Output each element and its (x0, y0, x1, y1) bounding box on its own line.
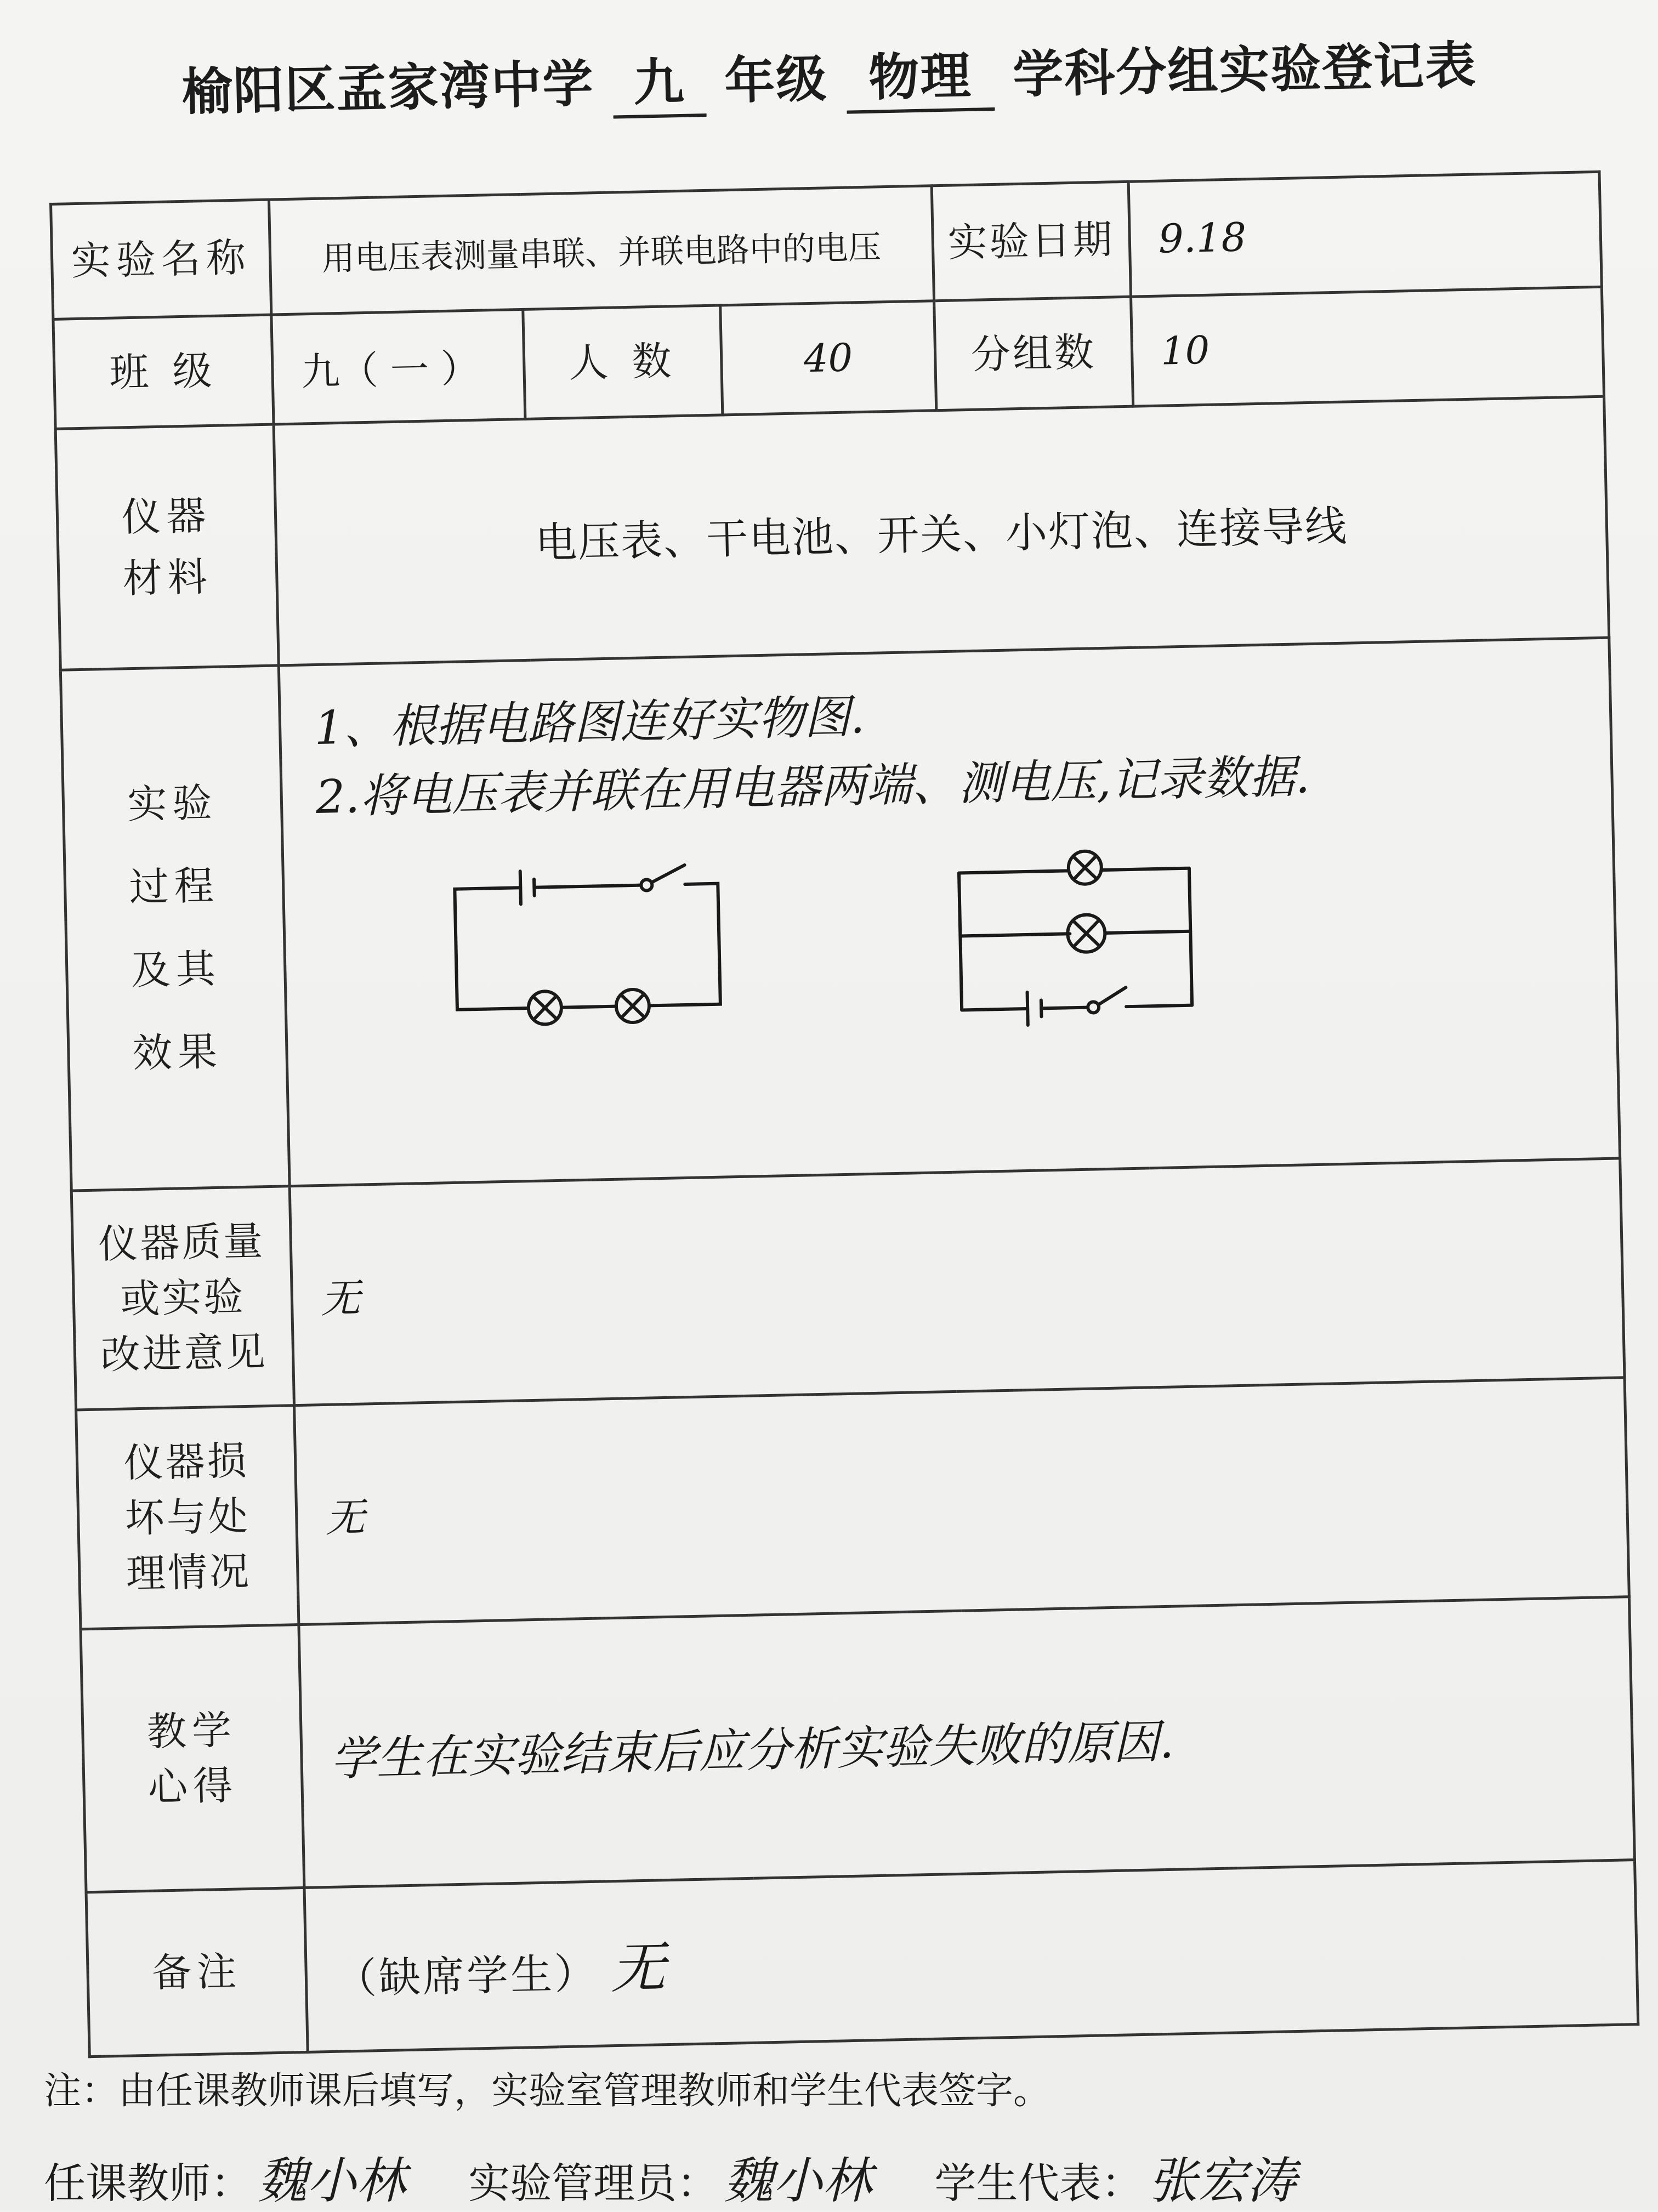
groups-label: 分组数 (934, 297, 1133, 410)
damage-label-line-3: 理情况 (126, 1548, 252, 1597)
row-materials (55, 396, 1609, 670)
parallel-wire-right (1189, 868, 1192, 1005)
count-value: 40 (720, 301, 936, 415)
title-grade-suffix: 年级 (724, 49, 828, 111)
footer-note: 注：由任课教师课后填写，实验室管理教师和学生代表签字。 (44, 2069, 1051, 2113)
quality-value: 无 (289, 1158, 1625, 1406)
process-label-line-4: 效果 (132, 1028, 223, 1076)
series-battery-long-plate (520, 871, 521, 904)
title-grade-blank: 九 (612, 41, 707, 119)
quality-label-line-3: 改进意见 (100, 1328, 268, 1378)
registration-form-table (49, 170, 1639, 2059)
date-value: 9.18 (1128, 172, 1602, 297)
process-step-1: 1、根据电路图连好实物图. (314, 690, 866, 755)
series-circuit-diagram (438, 850, 748, 1032)
remarks-prefix: （缺席学生） (334, 1948, 599, 2003)
quality-label-line-1: 仪器质量 (98, 1218, 266, 1267)
process-label-line-1: 实验 (127, 779, 218, 828)
date-label: 实验日期 (932, 181, 1131, 300)
remarks-value: 无 (610, 1935, 666, 2000)
series-switch-blade (652, 865, 685, 882)
title-suffix: 学科分组实验登记表 (1012, 36, 1478, 105)
series-wire-left (455, 888, 529, 1010)
student-name: 张宏涛 (1148, 2152, 1297, 2210)
teaching-label-line-1: 教学 (146, 1707, 237, 1755)
process-value (279, 638, 1620, 1186)
teaching-label (81, 1625, 304, 1892)
materials-value: 电压表、干电池、开关、小灯泡、连接导线 (274, 396, 1609, 666)
remarks-value-cell (304, 1860, 1638, 2052)
count-label: 人 数 (523, 305, 723, 419)
row-teaching (81, 1597, 1634, 1892)
quality-label (71, 1186, 294, 1410)
class-value: 九（ 一 ） (271, 309, 526, 424)
student-signature (934, 2141, 1296, 2212)
parallel-switch-blade (1098, 987, 1126, 1004)
teacher-name: 魏小林 (258, 2152, 406, 2210)
teaching-value: 学生在实验结束后应分析实验失败的原因. (299, 1597, 1634, 1888)
page-title (181, 25, 1487, 128)
signature-row (44, 2141, 1634, 2212)
admin-label: 实验管理员： (468, 2159, 719, 2208)
experiment-name-label: 实验名称 (51, 200, 271, 319)
series-wire-right (646, 884, 720, 1006)
parallel-battery-long-plate (1027, 992, 1028, 1025)
parallel-circuit-diagram (947, 840, 1214, 1032)
quality-label-line-2: 或实验 (120, 1273, 246, 1322)
series-switch-pivot (641, 879, 652, 890)
teacher-label: 任课教师： (44, 2159, 252, 2208)
parallel-switch-pivot (1088, 1002, 1099, 1013)
teacher-signature (44, 2141, 406, 2212)
remarks-label: 备注 (86, 1887, 308, 2056)
damage-label-line-2: 坏与处 (124, 1492, 251, 1542)
row-process (60, 638, 1620, 1191)
circuit-diagrams (317, 827, 1584, 1095)
row-remarks (86, 1860, 1638, 2057)
damage-label (76, 1406, 299, 1629)
materials-label-line-1: 仪器 (121, 492, 212, 541)
process-label-line-3: 及其 (130, 945, 222, 993)
row-quality (71, 1158, 1625, 1410)
admin-signature (468, 2141, 872, 2212)
student-label: 学生代表： (934, 2159, 1143, 2208)
teaching-label-line-2: 心得 (147, 1761, 239, 1810)
title-school: 榆阳区孟家湾中学 (181, 54, 595, 122)
parallel-wire-left (959, 873, 962, 1010)
row-damage (76, 1378, 1629, 1629)
series-wire-top (534, 885, 641, 888)
admin-name: 魏小林 (724, 2152, 872, 2210)
materials-label (55, 424, 279, 670)
damage-value: 无 (294, 1378, 1629, 1625)
process-step-2: 2.将电压表并联在用电器两端、测电压,记录数据. (315, 749, 1311, 824)
groups-value: 10 (1131, 287, 1604, 406)
process-label-line-2: 过程 (128, 862, 220, 911)
process-label (60, 666, 289, 1191)
class-label: 班 级 (53, 315, 274, 429)
title-subject-blank: 物理 (845, 35, 995, 114)
experiment-name-value: 用电压表测量串联、并联电路中的电压 (269, 186, 934, 315)
damage-label-line-1: 仪器损 (123, 1437, 249, 1486)
materials-label-line-2: 材料 (122, 553, 213, 601)
